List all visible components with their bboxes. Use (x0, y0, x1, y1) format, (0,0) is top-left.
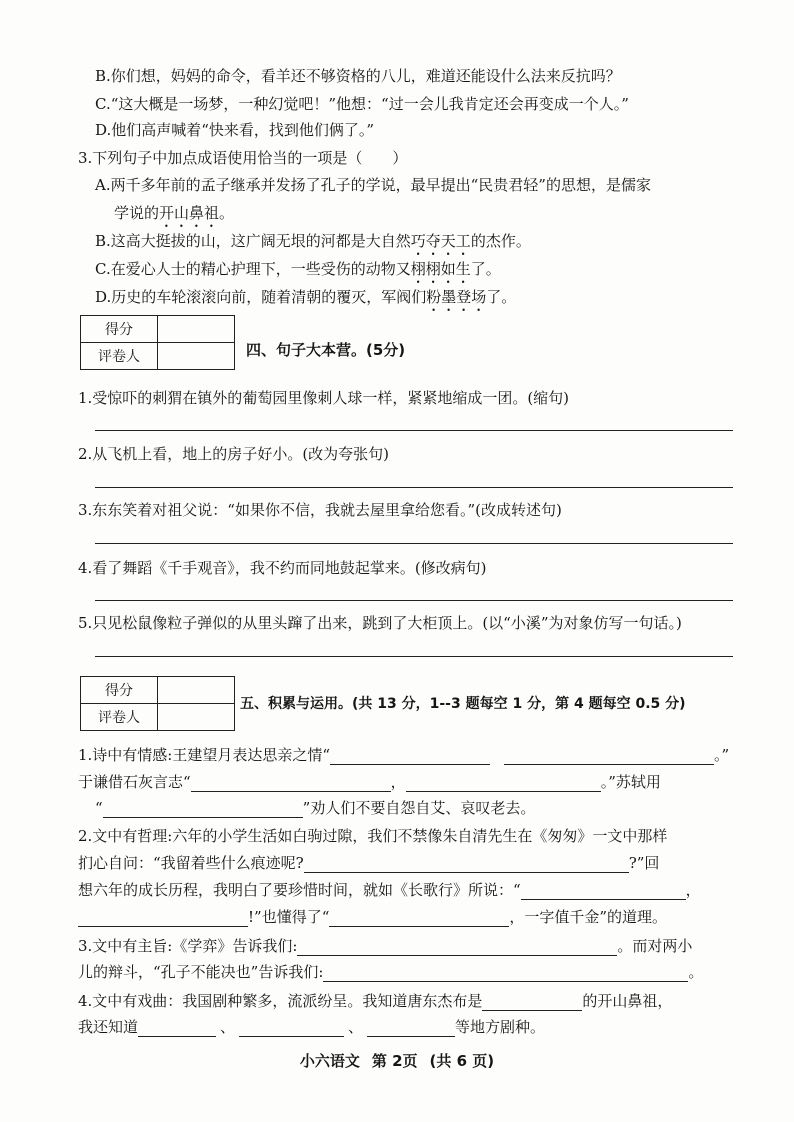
q3-a-text: 学说的 (114, 204, 160, 222)
s5-q3-line2 (78, 962, 703, 982)
s5-q4-text-a: 4.文中有戏曲：我国剧种繁多，流派纷呈。我知道唐东杰布是 (78, 992, 483, 1010)
blank-13[interactable] (138, 1020, 216, 1037)
s5-q1-end-a: 。” (714, 746, 730, 764)
s5-q3-line1 (78, 936, 692, 956)
blank-9[interactable] (329, 910, 509, 927)
s5-q1-end-c: ”劝人们不要自怨自艾、哀叹老去。 (302, 799, 536, 817)
section4-title: 四、句子大本营。(5分) (246, 341, 406, 359)
q3-c-text: C.在爱心人士的精心护理下，一些受伤的动物又 (95, 260, 411, 278)
score-box-section4 (80, 315, 235, 370)
q3-option-d (95, 287, 516, 315)
s4-answer-line-1[interactable] (95, 430, 733, 431)
s5-q4-line2 (78, 1017, 545, 1037)
blank-3[interactable] (191, 775, 391, 792)
q2-option-c: C.“这大概是一场梦，一种幻觉吧！”他想：“过一会儿我肯定还会再变成一个人。” (95, 95, 629, 113)
q3-d-idiom: 粉墨登场 (426, 288, 487, 306)
grader-label: 评卷人 (81, 704, 158, 731)
blank-4[interactable] (406, 775, 601, 792)
blank-11[interactable] (323, 965, 688, 982)
s5-q1-text-c: “ (95, 799, 103, 817)
s5-q1-end-b: 。”苏轼用 (600, 773, 661, 791)
q3-option-b (95, 231, 531, 259)
footer-total: (共 6 页) (429, 1052, 495, 1070)
q3-a-idiom: 开山鼻祖 (159, 204, 220, 222)
grader-label: 评卷人 (81, 343, 158, 370)
s5-q4-end-b: 等地方剧种。 (455, 1018, 546, 1036)
s5-q2-line2 (78, 853, 659, 873)
s4-item-4: 4.看了舞蹈《千手观音》，我不约而同地鼓起掌来。(修改病句) (78, 559, 487, 577)
blank-14[interactable] (239, 1020, 344, 1037)
q3-a-end: 。 (219, 204, 235, 222)
q3-b-text: B.这高大挺拔的山，这广阔无垠的河都是大自然 (95, 232, 411, 250)
s5-q4-end-a: 的开山鼻祖， (582, 992, 673, 1010)
s5-q1-line3 (95, 798, 535, 818)
score-field[interactable] (158, 677, 235, 704)
s5-q1-text-a: 1.诗中有情感:王建望月表达思亲之情“ (78, 746, 331, 764)
s5-q2-text-b: 扪心自问：“我留着些什么痕迹呢? (78, 854, 304, 872)
s4-answer-line-3[interactable] (95, 543, 733, 544)
s5-q1-line2 (78, 772, 661, 792)
q3-b-end: 的杰作。 (470, 232, 531, 250)
s5-q3-text-b: 儿的辩斗，“孔子不能决也”告诉我们: (78, 963, 324, 981)
s5-q3-text-a: 3.文中有主旨:《学弈》告诉我们: (78, 937, 298, 955)
s5-q2-end-d2: ，一字值千金”的道理。 (509, 908, 668, 926)
page-footer (0, 1050, 794, 1071)
q2-option-d: D.他们高声喊着“快来看，找到他们俩了。” (95, 121, 375, 139)
s5-q4-sep2: 、 (348, 1018, 364, 1036)
q3-option-a-line2 (114, 203, 234, 231)
s5-q1-sep-b: ， (390, 773, 406, 791)
s4-item-5: 5.只见松鼠像粒子弹似的从里头蹿了出来，跳到了大柜顶上。(以“小溪”为对象仿写一句话。) (78, 614, 682, 632)
s5-q2-line1: 2.文中有哲理:六年的小学生活如白驹过隙，我们不禁像朱自清先生在《匆匆》一文中那样 (78, 827, 668, 845)
s5-q1-line1 (78, 745, 729, 765)
s5-q3-end-a: 。而对两小 (617, 937, 693, 955)
blank-15[interactable] (367, 1020, 455, 1037)
footer-page: 第 2页 (371, 1052, 418, 1070)
q3-c-idiom: 栩栩如生 (410, 260, 471, 278)
section5-title: 五、积累与运用。(共 13 分，1--3 题每空 1 分，第 4 题每空 0.5 分) (240, 696, 686, 712)
q3-stem: 3.下列句子中加点成语使用恰当的一项是（ ） (78, 149, 408, 167)
s4-item-2: 2.从飞机上看，地上的房子好小。(改为夸张句) (78, 445, 390, 463)
s5-q2-line3 (78, 880, 701, 900)
s4-item-1: 1.受惊吓的刺猬在镇外的葡萄园里像刺人球一样，紧紧地缩成一团。(缩句) (78, 389, 570, 407)
footer-subject: 小六语文 (299, 1052, 360, 1070)
score-label: 得分 (81, 316, 158, 343)
score-field[interactable] (158, 316, 235, 343)
blank-10[interactable] (297, 939, 617, 956)
q3-option-c (95, 259, 501, 287)
score-box-section5 (80, 676, 235, 731)
s5-q2-line4 (78, 907, 667, 927)
s5-q4-sep1: 、 (220, 1018, 236, 1036)
s4-answer-line-4[interactable] (95, 600, 733, 601)
q3-d-end: 了。 (486, 288, 517, 306)
score-label: 得分 (81, 677, 158, 704)
blank-7[interactable] (521, 883, 686, 900)
s5-q4-line1 (78, 991, 672, 1011)
blank-12[interactable] (482, 994, 582, 1011)
s5-q3-end-b: 。 (688, 963, 704, 981)
blank-6[interactable] (304, 856, 629, 873)
blank-8[interactable] (78, 910, 248, 927)
blank-5[interactable] (103, 801, 303, 818)
q3-option-a: A.两千多年前的孟子继承并发扬了孔子的学说，最早提出“民贵君轻”的思想，是儒家 (95, 176, 651, 194)
s4-answer-line-5[interactable] (95, 656, 733, 657)
s5-q1-text-b: 于谦借石灰言志“ (78, 773, 191, 791)
grader-field[interactable] (158, 704, 235, 731)
q3-b-idiom: 巧夺天工 (410, 232, 471, 250)
q2-option-b: B.你们想，妈妈的命令，看羊还不够资格的八儿，难道还能设什么法来反抗吗？ (95, 67, 621, 85)
s5-q4-text-b: 我还知道 (78, 1018, 139, 1036)
q3-d-text: D.历史的车轮滚滚向前，随着清朝的覆灭，军阀们 (95, 288, 427, 306)
s4-item-3: 3.东东笑着对祖父说：“如果你不信，我就去屋里拿给您看。”(改成转述句) (78, 501, 562, 519)
s5-q2-text-c: 想六年的成长历程，我明白了要珍惜时间，就如《长歌行》所说：“ (78, 881, 521, 899)
s4-answer-line-2[interactable] (95, 487, 733, 488)
blank-2[interactable] (504, 748, 714, 765)
grader-field[interactable] (158, 343, 235, 370)
s5-q2-end-d: !”也懂得了“ (248, 908, 330, 926)
q3-c-end: 了。 (470, 260, 501, 278)
s5-q2-end-c: ， (685, 881, 701, 899)
blank-1[interactable] (330, 748, 490, 765)
s5-q2-end-b: ?”回 (628, 854, 660, 872)
